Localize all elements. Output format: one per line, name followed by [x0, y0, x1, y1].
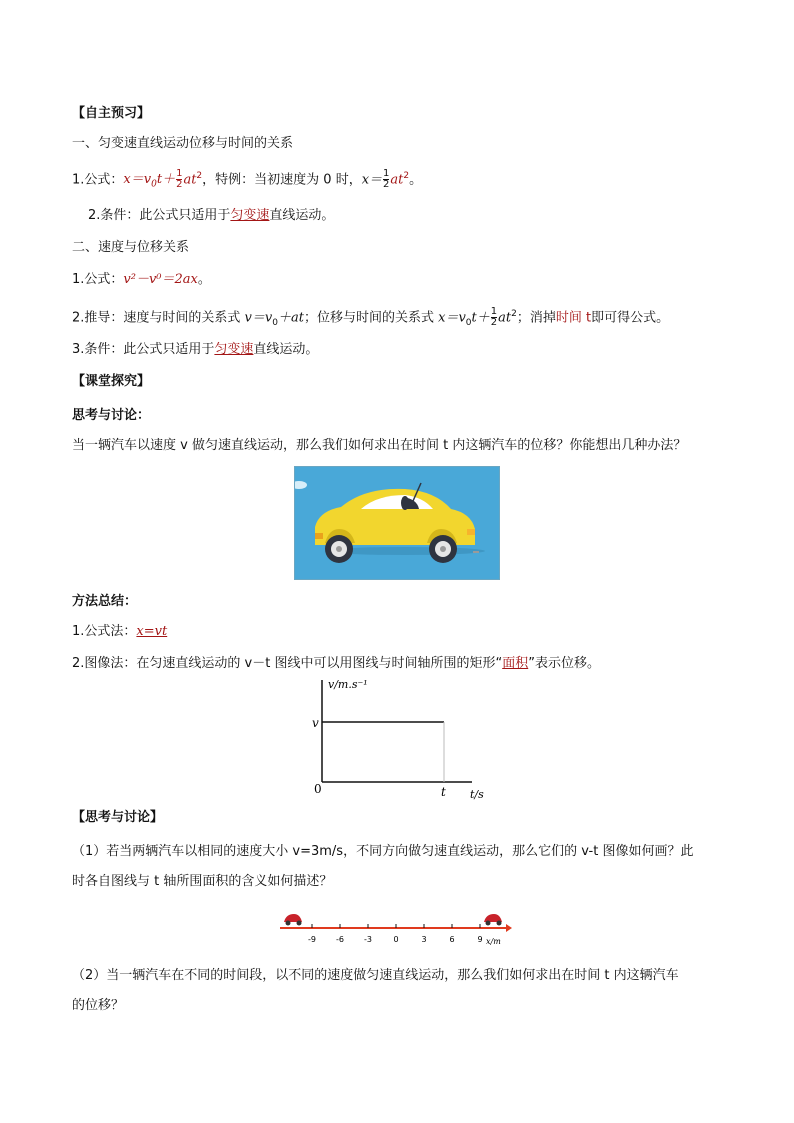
- number-line-tick-label: 0: [393, 935, 399, 944]
- derive-x-sub: 0: [465, 317, 472, 328]
- formula-prefix: 1.公式：: [72, 172, 124, 188]
- derivation-line: [72, 304, 669, 333]
- car-right-icon: [484, 914, 502, 926]
- y-axis-label: v/m.s⁻¹: [328, 678, 368, 691]
- fraction-half-3: [491, 307, 497, 328]
- number-line: [274, 904, 514, 948]
- method2-line: [72, 654, 600, 674]
- car-icon: [295, 467, 499, 579]
- formula2-prefix: 1.公式：: [72, 272, 124, 287]
- section-header-explore: 【课堂探究】: [72, 374, 151, 389]
- section-header-preview: 【自主预习】: [72, 106, 151, 121]
- number-line-tick-label: -9: [308, 935, 316, 944]
- derive-v-rest: ＋at: [277, 310, 304, 326]
- t-tick-label: t: [441, 785, 446, 799]
- number-line-tick-label: -3: [364, 935, 372, 944]
- condition-line-1: [88, 206, 334, 226]
- derive-v-sub: 0: [272, 317, 278, 328]
- frac-num-2: 1: [383, 168, 390, 180]
- derive-x-rest: t＋: [471, 310, 490, 326]
- car-illustration: [294, 466, 500, 580]
- vt-graph-svg: [300, 676, 500, 806]
- method1-line: [72, 622, 167, 642]
- condition2-prefix: 3.条件：此公式只适用于: [72, 342, 215, 357]
- formula-main: x＝v: [123, 172, 152, 188]
- formula2-end: 。: [197, 272, 211, 287]
- derive-key: 时间 t: [555, 310, 592, 326]
- number-line-tick-label: 9: [477, 935, 483, 944]
- frac-den-2: 2: [383, 179, 390, 191]
- derive-end: 即可得公式。: [591, 310, 670, 326]
- formula-line-2: [72, 270, 211, 290]
- number-line-tick-label: 6: [449, 935, 455, 944]
- formula-tail: at: [183, 172, 197, 188]
- condition-key: 匀变速: [230, 208, 270, 223]
- q1-line-2: 时各自图线与 t 轴所围面积的含义如何描述？: [72, 874, 333, 889]
- derive-after: ；消掉: [516, 310, 556, 326]
- number-line-unit: x/m: [486, 937, 501, 946]
- fraction-half: [176, 169, 182, 190]
- formula-x: [123, 172, 176, 190]
- formula-rest: t＋: [156, 172, 176, 188]
- frac-den: 2: [176, 179, 183, 191]
- number-line-tick-label: -6: [336, 935, 344, 944]
- method1-formula: x=vt: [136, 624, 168, 639]
- arrow-icon: [506, 924, 512, 932]
- method2-key: 面积: [502, 656, 529, 671]
- formula-sub: 0: [151, 179, 157, 190]
- frac-num: 1: [176, 168, 183, 180]
- x-axis-label: t/s: [470, 788, 484, 801]
- frac-den-3: 2: [490, 317, 498, 329]
- formula-tail-sup: 2: [196, 171, 203, 181]
- q2-line-2: 的位移？: [72, 998, 125, 1013]
- vt-graph: [300, 676, 500, 806]
- condition-prefix: 2.条件：此公式只适用于: [88, 208, 231, 223]
- section-header-discussion: 【思考与讨论】: [72, 810, 164, 825]
- derive-x-tail: at: [498, 310, 512, 326]
- example-end: 。: [409, 172, 423, 188]
- origin-label: 0: [314, 782, 322, 796]
- heading-velocity-displacement: 二、速度与位移关系: [72, 240, 190, 255]
- v-tick-label: v: [312, 716, 319, 730]
- formula-line-1: [72, 166, 422, 195]
- method2-suffix: ”表示位移。: [528, 656, 600, 671]
- number-line-tick-label: 3: [421, 935, 427, 944]
- derive-v: v＝v: [244, 310, 273, 326]
- example-x: x＝: [361, 172, 383, 188]
- example-text: ，特例：当初速度为 0 时，: [202, 172, 362, 188]
- question-text: 当一辆汽车以速度 v 做匀速直线运动，那么我们如何求出在时间 t 内这辆汽车的位移？你能想出几种办法？: [72, 438, 687, 453]
- method2-prefix: 2.图像法：在匀速直线运动的 v－t 图线中可以用图线与时间轴所围的矩形“: [72, 656, 503, 671]
- derive-x-tail-sup: 2: [511, 309, 517, 319]
- fraction-half-2: [383, 169, 389, 190]
- think-label: 思考与讨论：: [72, 408, 151, 423]
- heading-displacement-time: 一、匀变速直线运动位移与时间的关系: [72, 136, 294, 151]
- frac-num-3: 1: [490, 306, 498, 318]
- formula2: v²－v⁰＝2ax: [123, 272, 198, 287]
- example-tail: at: [390, 172, 404, 188]
- number-line-svg: [274, 904, 514, 948]
- car-left-icon: [284, 914, 302, 926]
- condition-suffix: 直线运动。: [269, 208, 335, 223]
- condition2-key: 匀变速: [214, 342, 254, 357]
- method1-prefix: 1.公式法：: [72, 624, 137, 639]
- derive-prefix: 2.推导：速度与时间的关系式: [72, 310, 245, 326]
- condition-line-2: [72, 340, 318, 360]
- derive-x: x＝v: [438, 310, 466, 326]
- condition2-suffix: 直线运动。: [253, 342, 319, 357]
- q2-line-1: （2）当一辆汽车在不同的时间段，以不同的速度做匀速直线运动，那么我们如何求出在时间 t 内这辆汽车: [72, 968, 679, 983]
- derive-mid: ；位移与时间的关系式: [303, 310, 439, 326]
- q1-line-1: （1）若当两辆汽车以相同的速度大小 v=3m/s，不同方向做匀速直线运动，那么它们的 v-t 图像如何画？此: [72, 844, 694, 859]
- method-label: 方法总结：: [72, 594, 138, 609]
- example-tail-sup: 2: [403, 171, 410, 181]
